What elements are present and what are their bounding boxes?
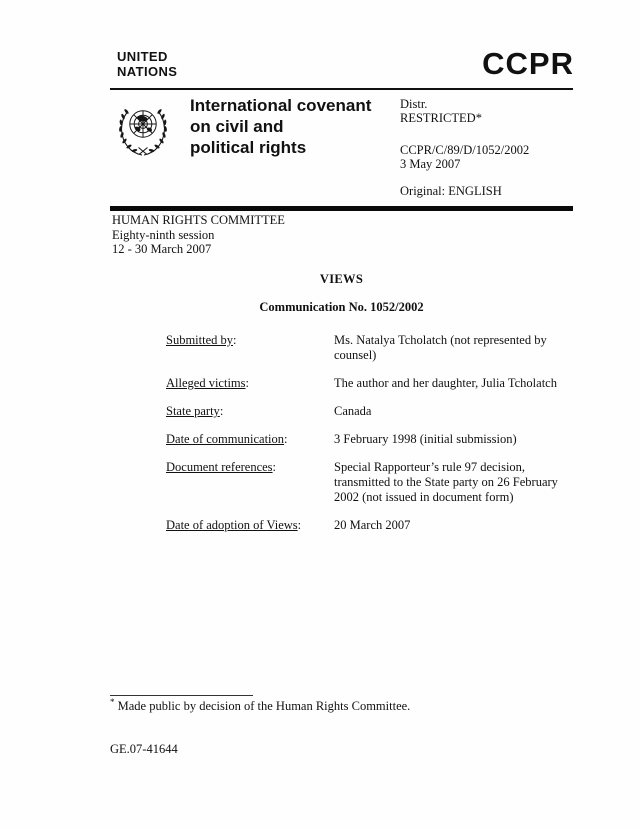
original-language: Original: ENGLISH	[400, 184, 502, 198]
covenant-title-line3: political rights	[190, 138, 307, 157]
table-row	[166, 460, 576, 505]
reference-number: CCPR/C/89/D/1052/2002	[400, 143, 530, 157]
footnote-rule	[110, 695, 253, 696]
table-row	[166, 518, 576, 533]
covenant-title-line1: International covenant	[190, 96, 372, 115]
table-row	[166, 376, 576, 391]
row-value: Special Rapporteur’s rule 97 decision, transmitted to the State party on 26 February 2002 (not issued in document form)	[334, 460, 558, 504]
row-value: 20 March 2007	[334, 518, 411, 532]
header-rule	[110, 88, 573, 90]
case-details-table	[166, 333, 576, 546]
table-row	[166, 404, 576, 419]
session-block	[112, 213, 285, 257]
distr-value: RESTRICTED*	[400, 111, 482, 125]
footnote-text: Made public by decision of the Human Rights Committee.	[117, 699, 411, 713]
org-name-line2: NATIONS	[117, 64, 178, 79]
row-value: Ms. Natalya Tcholatch (not represented by counsel)	[334, 333, 547, 362]
row-value: The author and her daughter, Julia Tcholatch	[334, 376, 557, 390]
issue-date: 3 May 2007	[400, 157, 461, 171]
communication-number: Communication No. 1052/2002	[259, 300, 424, 314]
section-divider-rule	[110, 206, 573, 211]
row-label: Submitted by:	[166, 333, 237, 347]
covenant-title-line2: on civil and	[190, 117, 284, 136]
row-label: Date of communication:	[166, 432, 288, 446]
row-label: Alleged victims:	[166, 376, 249, 390]
footnote	[110, 696, 540, 713]
covenant-title	[190, 95, 400, 158]
row-value: 3 February 1998 (initial submission)	[334, 432, 517, 446]
ge-number: GE.07-41644	[110, 742, 178, 756]
org-name-line1: UNITED	[117, 49, 168, 64]
row-label: Document references:	[166, 460, 277, 474]
committee-name: HUMAN RIGHTS COMMITTEE	[112, 213, 285, 227]
doc-symbol: CCPR	[482, 46, 574, 81]
document-title: VIEWS	[319, 272, 364, 286]
session-name: Eighty-ninth session	[112, 227, 215, 242]
session-dates: 12 - 30 March 2007	[112, 242, 212, 256]
table-row	[166, 432, 576, 447]
footnote-marker: *	[110, 696, 115, 707]
org-name	[117, 49, 177, 79]
un-emblem-icon	[113, 102, 173, 160]
row-label: Date of adoption of Views:	[166, 518, 302, 532]
distribution-block	[400, 97, 585, 198]
row-value: Canada	[334, 404, 372, 418]
table-row	[166, 333, 576, 363]
row-label: State party:	[166, 404, 224, 418]
distr-label: Distr.	[400, 97, 428, 111]
